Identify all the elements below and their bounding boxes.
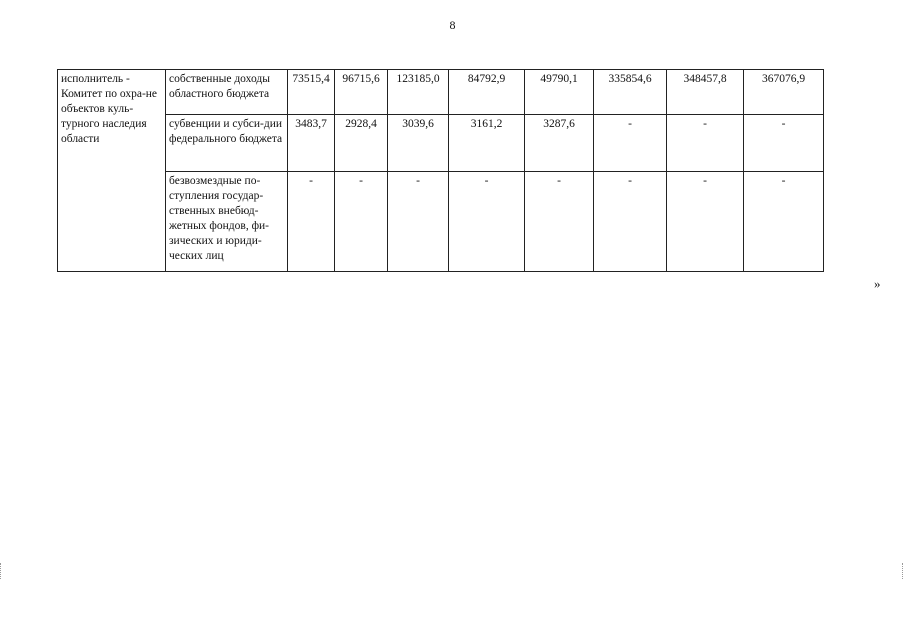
value-cell: 3161,2 [449,115,525,172]
value-cell: 3039,6 [388,115,449,172]
value-cell: - [667,172,744,272]
page-number: 8 [449,18,456,32]
funding-source-cell: субвенции и субси-дии федерального бюджета [166,115,288,172]
value-cell: - [388,172,449,272]
executor-cell: исполнитель - Комитет по охра-не объектов куль-турного наследия области [58,70,166,272]
value-cell: 73515,4 [288,70,335,115]
value-cell: - [449,172,525,272]
value-cell: - [525,172,594,272]
value-cell: 3483,7 [288,115,335,172]
value-cell: 123185,0 [388,70,449,115]
value-cell: 335854,6 [594,70,667,115]
funding-source-cell: безвозмездные по-ступления государ-ственных внебюд-жетных фондов, фи-зических и юриди-ческих лиц [166,172,288,272]
value-cell: 49790,1 [525,70,594,115]
value-cell: 96715,6 [335,70,388,115]
funding-table [57,69,824,272]
value-cell: - [744,115,824,172]
value-cell: 348457,8 [667,70,744,115]
scan-edge-mark [0,563,3,579]
funding-source-cell: собственные доходы областного бюджета [166,70,288,115]
value-cell: 367076,9 [744,70,824,115]
table-row [58,70,824,115]
value-cell: - [335,172,388,272]
table-row [58,115,824,172]
value-cell: - [594,115,667,172]
value-cell: - [744,172,824,272]
value-cell: - [594,172,667,272]
closing-quote: » [874,276,881,291]
value-cell: - [667,115,744,172]
value-cell: - [288,172,335,272]
value-cell: 2928,4 [335,115,388,172]
table-row [58,172,824,272]
value-cell: 84792,9 [449,70,525,115]
value-cell: 3287,6 [525,115,594,172]
